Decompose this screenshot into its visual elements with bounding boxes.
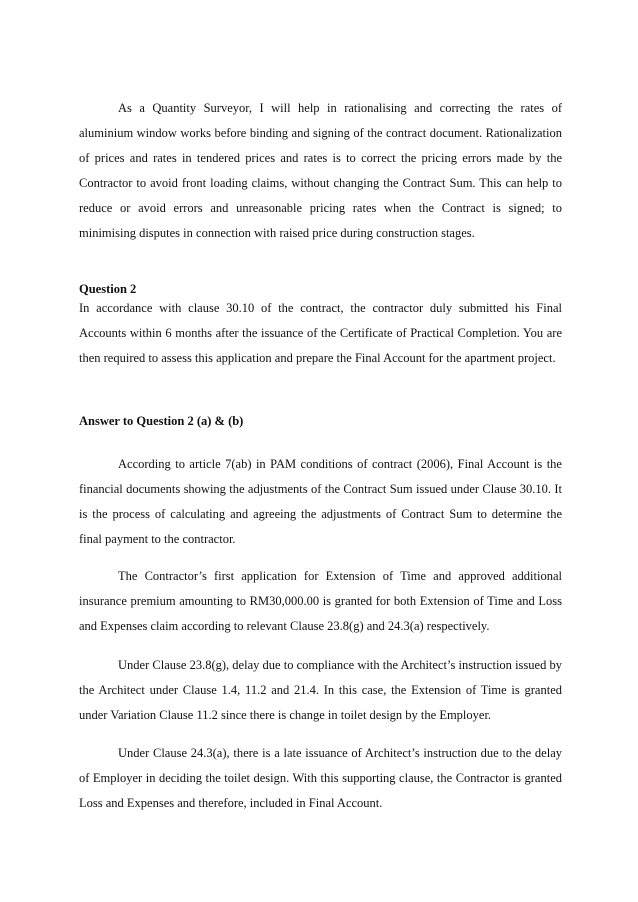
answer-heading: Answer to Question 2 (a) & (b)	[79, 414, 244, 428]
final-account-paragraph: According to article 7(ab) in PAM conditions of contract (2006), Final Account is the financial documents showing the adjustments of the Contract Sum issued under Clause 30.10. It is the process of calculating and agreeing the adjustments of Contract Sum to determine the final payment to the contractor.	[79, 457, 562, 546]
question-2-heading: Question 2	[79, 282, 137, 296]
extension-of-time-paragraph: The Contractor’s first application for Extension of Time and approved additional insurance premium amounting to RM30,000.00 is granted for both Extension of Time and Loss and Expenses claim according to relevant Clause 23.8(g) and 24.3(a) respectively.	[79, 569, 562, 633]
quantity-surveyor-paragraph: As a Quantity Surveyor, I will help in rationalising and correcting the rates of aluminium window works before binding and signing of the contract document. Rationalization of prices and rates in tendered prices and rates is to correct the pricing errors made by the Contractor to avoid front loading claims, without changing the Contract Sum. This can help to reduce or avoid errors and unreasonable pricing rates when the Contract is signed; to minimising disputes in connection with raised price during construction stages.	[79, 101, 562, 240]
clause-23-paragraph: Under Clause 23.8(g), delay due to compliance with the Architect’s instruction issued by the Architect under Clause 1.4, 11.2 and 21.4. In this case, the Extension of Time is granted under Variation Clause 11.2 since there is change in toilet design by the Employer.	[79, 658, 562, 722]
clause-24-paragraph: Under Clause 24.3(a), there is a late issuance of Architect’s instruction due to the delay of Employer in deciding the toilet design. With this supporting clause, the Contractor is granted Loss and Expenses and therefore, included in Final Account.	[79, 746, 562, 810]
question-2-text: In accordance with clause 30.10 of the contract, the contractor duly submitted his Final Accounts within 6 months after the issuance of the Certificate of Practical Completion. You are then required to assess this application and prepare the Final Account for the apartment project.	[79, 301, 562, 365]
